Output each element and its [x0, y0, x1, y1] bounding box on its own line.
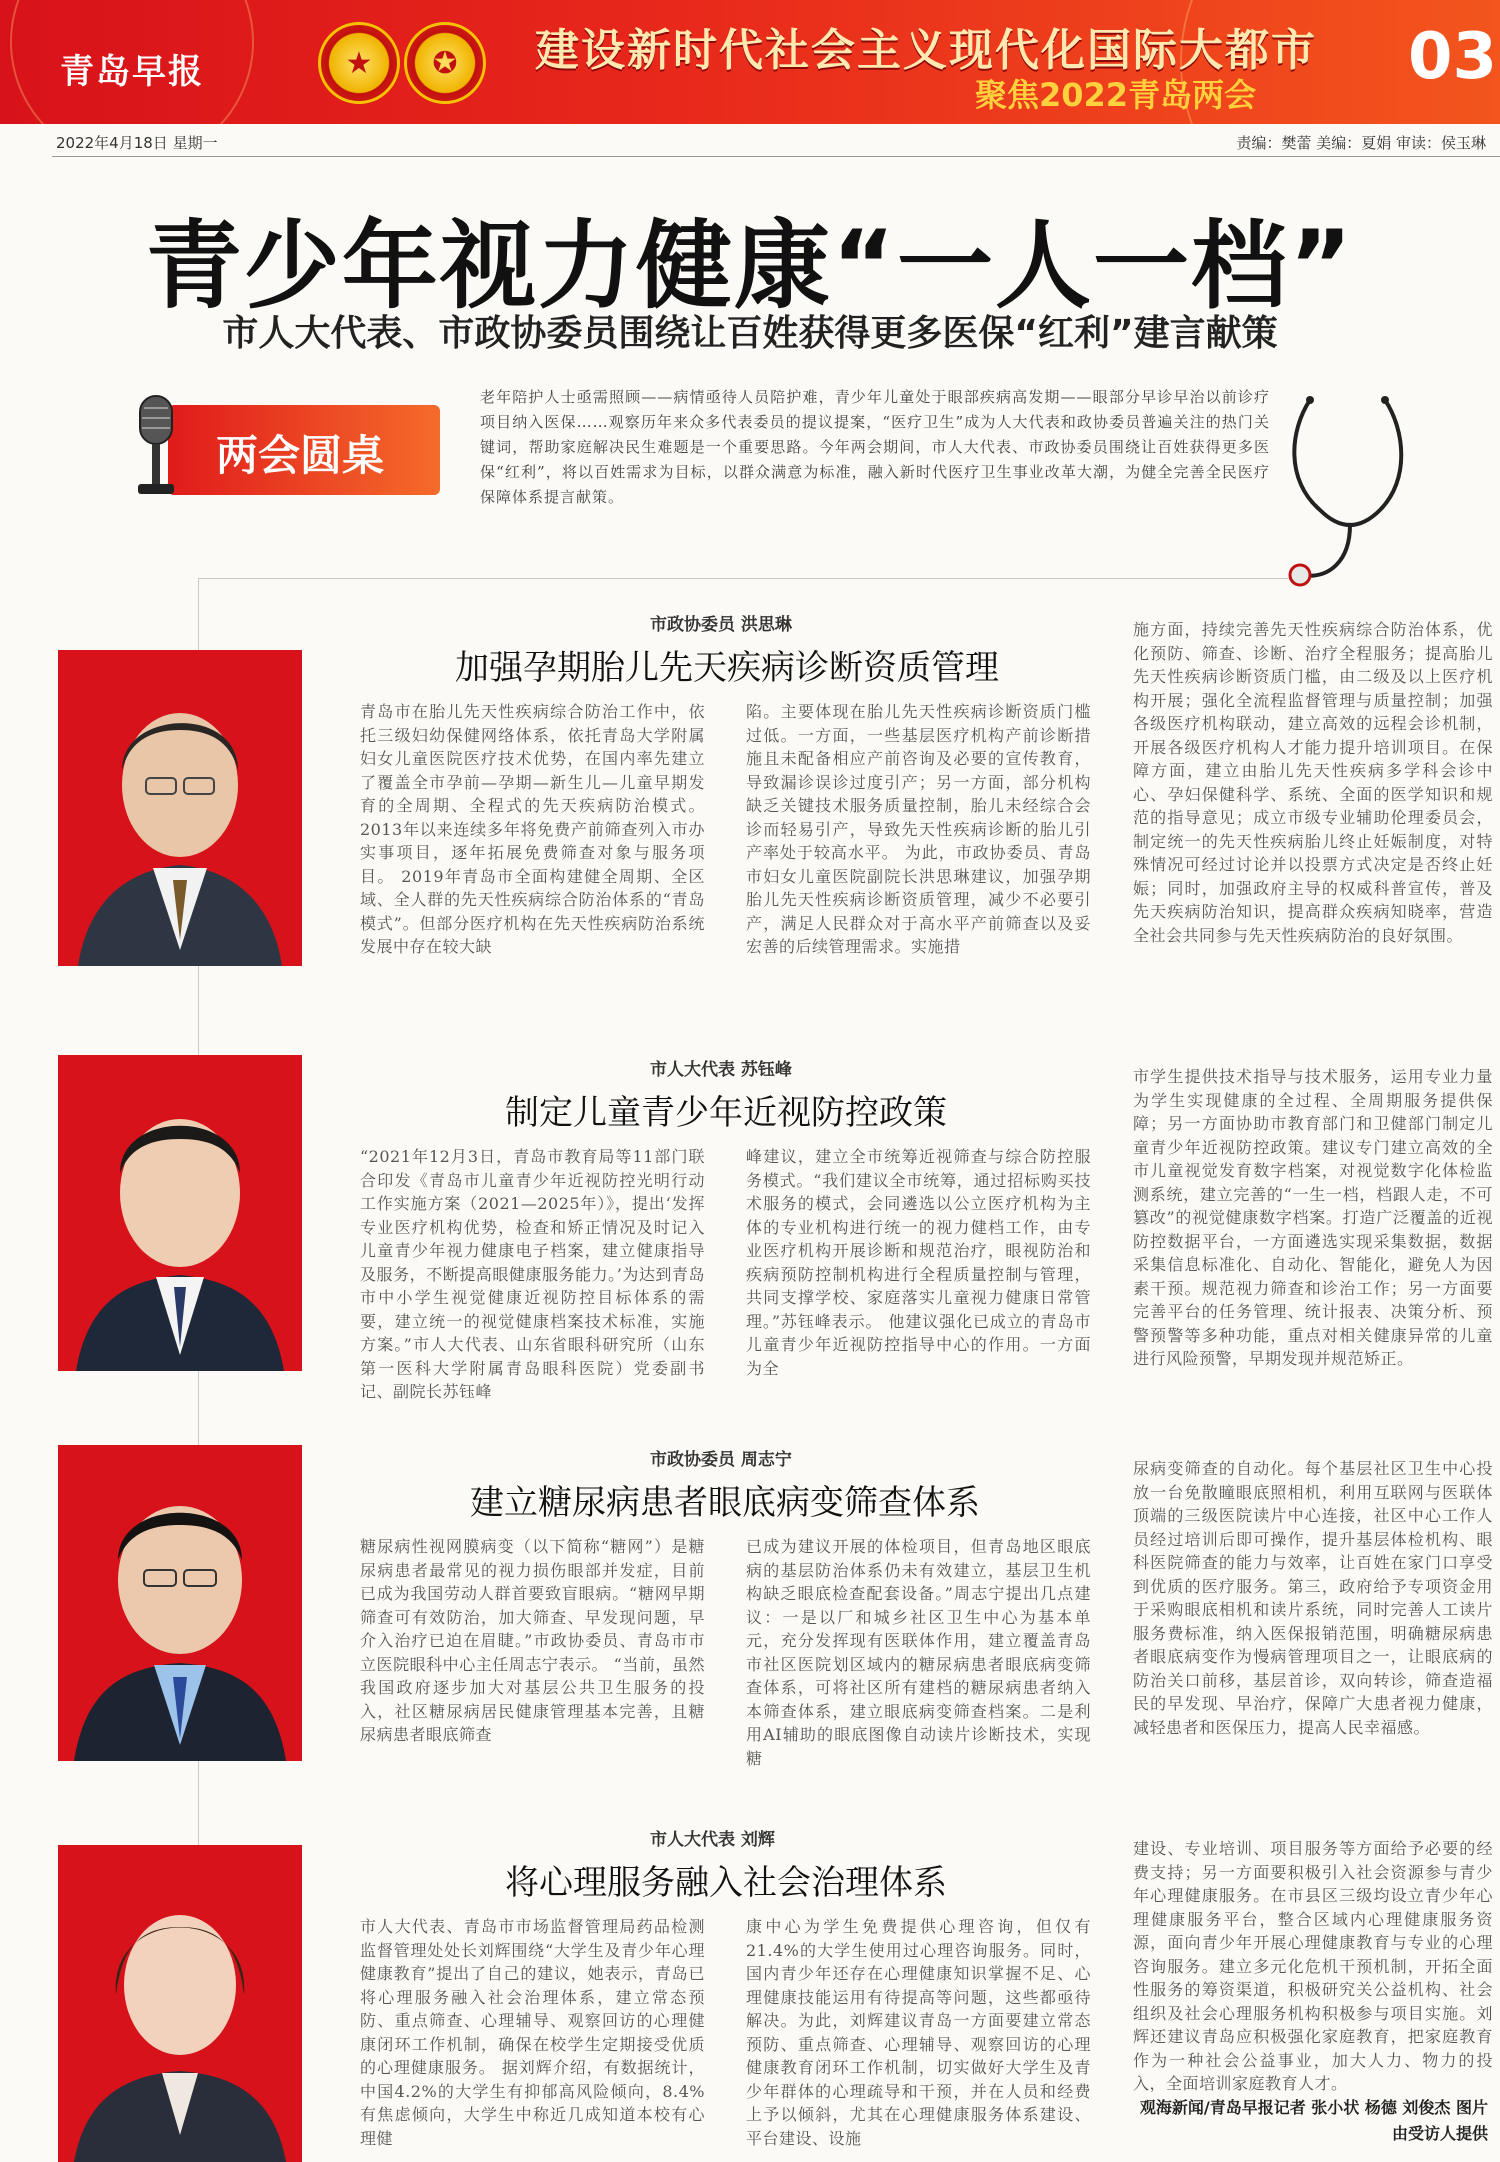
reporter-credit: 观海新闻/青岛早报记者 张小状 杨德 刘俊杰 图片由受访人提供 — [1139, 2098, 1488, 2143]
article-column: 施方面，持续完善先天性疾病综合防治体系，优化预防、筛查、诊断、治疗全程服务；提高胎儿先天性疾病诊断资质门槛，由二级及以上医疗机构开展；强化全流程监督管理与质量控制；加强各级医疗机构联动，建立高效的远程会诊机制，开展各级医疗机构人才能力提升培训项目。在保障方面，建立由胎儿先天性疾病多学科会诊中心、孕妇保健科学、系统、全面的医学知识和规范的指导意见；成立市级专业辅助伦理委员会，制定统一的先天性疾病胎儿终止妊娠制度，对特殊情况可经过讨论并以投票方式决定是否终止妊娠；同时，加强政府主导的权威科普宣传，普及先天疾病防治知识，提高群众疾病知晓率，营造全社会共同参与先天性疾病防治的良好氛围。 — [1133, 620, 1493, 945]
masthead-banner — [0, 0, 1500, 124]
article-column: 市人大代表、青岛市市场监督管理局药品检测监督管理处处长刘辉围绕“大学生及青少年心理健康教育”提出了自己的建议，她表示，青岛已将心理服务融入社会治理体系，建立常态预防、重点筛查、心理辅导、观察回访的心理健康闭环工作机制，确保在校学生定期接受优质的心理健康服务。 据刘辉介绍，有数据统计，中国4.2%的大学生有抑郁高风险倾向，8.4%有焦虑倾向，大学生中称近几成知道本校有心理健 — [360, 1917, 705, 2148]
article-column: 尿病变筛查的自动化。每个基层社区卫生中心投放一台免散瞳眼底照相机，利用互联网与医联体顶端的三级医院读片中心连接，社区中心工作人员经过培训后即可操作，提升基层体检机构、眼科医院筛查的能力与效率，让百姓在家门口享受到优质的医疗服务。第三，政府给予专项资金用于采购眼底相机和读片系统，同时完善人工读片服务费标准，纳入医保报销范围，明确糖尿病患者眼底病变作为慢病管理项目之一，让眼底病的防治关口前移，基层首诊，双向转诊，筛查造福民的早发现、早治疗，保障广大患者视力健康，减轻患者和医保压力，提高人民幸福感。 — [1133, 1459, 1493, 1737]
article-title: 制定儿童青少年近视防控政策 — [505, 1093, 947, 1133]
article-title: 将心理服务融入社会治理体系 — [505, 1863, 947, 1903]
article-column: 建设、专业培训、项目服务等方面给予必要的经费支持；另一方面要积极引入社会资源参与青少年心理健康服务。在市县区三级均设立青少年心理健康服务平台，整合区域内心理健康服务资源，面向青少年开展心理健康教育与专业的心理咨询服务。建立多元化危机干预机制，开拓全面性服务的筹资渠道，积极研究关公益机构、社会组织及社会心理服务机构积极参与项目实施。刘辉还建议青岛应积极强化家庭教育，把家庭教育作为一种社会公益事业，加大人力、物力的投入，全面培训家庭教育人才。 — [1133, 1839, 1493, 2092]
stethoscope-icon — [1270, 390, 1430, 590]
column-tag-label: 两会圆桌 — [216, 431, 385, 480]
dateline: 2022年4月18日 星期一 — [56, 134, 218, 152]
author-role: 市人大代表 刘辉 — [650, 1830, 775, 1850]
page-subheadline: 市人大代表、市政协委员围绕让百姓获得更多医保“红利”建言献策 — [222, 313, 1278, 354]
portrait-photo — [58, 650, 302, 966]
article-2 — [0, 1055, 1500, 1415]
newspaper-logo: 青岛早报 — [60, 52, 204, 92]
article-column: 已成为建议开展的体检项目，但青岛地区眼底病的基层防治体系仍未有效建立，基层卫生机构缺乏眼底检查配套设备。”周志宁提出几点建议：一是以厂和城乡社区卫生中心为基本单元，充分发挥现有医联体作用，建立覆盖青岛市社区医院划区域内的糖尿病患者眼底病变筛查体系，可将社区所有建档的糖尿病患者纳入本筛查体系，建立眼底病变筛查档案。二是利用AI辅助的眼底图像自动读片诊断技术，实现糖 — [746, 1537, 1091, 1768]
article-1 — [0, 610, 1500, 1030]
banner-subtitle: 聚焦2022青岛两会 — [975, 76, 1257, 114]
portrait-photo — [58, 1845, 302, 2162]
article-3 — [0, 1445, 1500, 1795]
author-role: 市政协委员 周志宁 — [650, 1450, 792, 1470]
portrait-photo — [58, 1055, 302, 1371]
article-column: “2021年12月3日，青岛市教育局等11部门联合印发《青岛市儿童青少年近视防控光明行动工作实施方案（2021—2025年）》，提出‘发挥专业医疗机构优势，检查和矫正情况及时记入儿童青少年视力健康电子档案，建立健康指导及服务，不断提高眼健康服务能力。’为达到青岛市中小学生视觉健康近视防控目标体系的需要，建立统一的视觉健康档案技术标准，实施方案。”市人大代表、山东省眼科研究所（山东第一医科大学附属青岛眼科医院）党委副书记、副院长苏钰峰 — [360, 1147, 705, 1401]
microphone-icon — [126, 392, 186, 502]
cppcc-emblem-icon: ✪ — [404, 22, 486, 104]
banner-title: 建设新时代社会主义现代化国际大都市 — [535, 25, 1317, 76]
portrait-photo — [58, 1445, 302, 1761]
editors-credit: 责编：樊蕾 美编：夏娟 审读：侯玉琳 — [1236, 134, 1486, 152]
article-column: 青岛市在胎儿先天性疾病综合防治工作中，依托三级妇幼保健网络体系，依托青岛大学附属妇女儿童医院医疗技术优势，在国内率先建立了覆盖全市孕前—孕期—新生儿—儿童早期发育的全周期、全程式的先天疾病防治模式。2013年以来连续多年将免费产前筛查列入市办实事项目，逐年拓展免费筛查对象与服务项目。 2019年青岛市全面构建健全周期、全区域、全人群的先天性疾病综合防治体系的“青岛模式”。但部分医疗机构在先天性疾病防治系统发展中存在较大缺 — [360, 702, 705, 956]
intro-paragraph: 老年陪护人士亟需照顾——病情亟待人员陪护难，青少年儿童处于眼部疾病高发期——眼部分早诊早治以前诊疗项目纳入医保……观察历年来众多代表委员的提议提案，“医疗卫生”成为人大代表和政协委员普遍关注的热门关键词，帮助家庭解决民生难题是一个重要思路。今年两会期间，市人大代表、市政协委员围绕让百姓获得更多医保“红利”，将以百姓需求为目标，以群众满意为标准，融入新时代医疗卫生事业改革大潮，为健全完善全民医疗保障体系提言献策。 — [480, 388, 1270, 506]
article-column: 市学生提供技术指导与技术服务，运用专业力量为学生实现健康的全过程、全周期服务提供保障；另一方面协助市教育部门和卫健部门制定儿童青少年近视防控政策。建议专门建立高效的全市儿童视觉发育数字档案，对视觉数字化体检监测系统，建立完善的“一生一档，档跟人走，不可篡改”的视觉健康数字档案。打造广泛覆盖的近视防控数据平台，一方面遴选实现采集数据，数据采集信息标准化、自动化、智能化，避免人为因素干预。规范视力筛查和诊治工作；另一方面要完善平台的任务管理、统计报表、决策分析、预警预警等多种功能，重点对相关健康异常的儿童进行风险预警，早期发现并规范矫正。 — [1133, 1067, 1493, 1368]
author-role: 市政协委员 洪思琳 — [650, 615, 792, 635]
national-emblem-icon: ★ — [318, 22, 400, 104]
author-role: 市人大代表 苏钰峰 — [650, 1060, 792, 1080]
column-tag — [168, 405, 440, 495]
article-column: 糖尿病性视网膜病变（以下简称“糖网”）是糖尿病患者最常见的视力损伤眼部并发症，目前已成为我国劳动人群首要致盲眼病。“糖网早期筛查可有效防治，加大筛查、早发现问题，早介入治疗已迫在眉睫。”市政协委员、青岛市市立医院眼科中心主任周志宁表示。 “当前，虽然我国政府逐步加大对基层公共卫生服务的投入，社区糖尿病居民健康管理基本完善，且糖尿病患者眼底筛查 — [360, 1537, 705, 1744]
article-column: 峰建议，建立全市统筹近视筛查与综合防控服务模式。“我们建议全市统筹，通过招标购买技术服务的模式，会同遴选以公立医疗机构为主体的专业机构进行统一的视力健档工作，由专业医疗机构开展诊断和规范治疗，眼视防治和疾病预防控制机构进行全程质量控制与管理，共同支撑学校、家庭落实儿童视力健康日常管理。”苏钰峰表示。 他建议强化已成立的青岛市儿童青少年近视防控指导中心的作用。一方面为全 — [746, 1147, 1091, 1378]
page-headline: 青少年视力健康“一人一档” — [145, 210, 1355, 322]
article-column: 康中心为学生免费提供心理咨询，但仅有21.4%的大学生使用过心理咨询服务。同时，国内青少年还存在心理健康知识掌握不足、心理健康技能运用有待提高等问题，这些都亟待解决。为此，刘辉建议青岛一方面要建立常态预防、重点筛查、心理辅导、观察回访的心理健康教育闭环工作机制，切实做好大学生及青少年群体的心理疏导和干预，并在人员和经费上予以倾斜，尤其在心理健康服务体系建设、平台建设、设施 — [746, 1917, 1091, 2148]
timeline-top — [198, 578, 1288, 579]
article-title: 建立糖尿病患者眼底病变筛查体系 — [470, 1483, 980, 1523]
article-column: 陷。主要体现在胎儿先天性疾病诊断资质门槛过低。一方面，一些基层医疗机构产前诊断措施且未配备相应产前咨询及必要的宣传教育，导致漏诊误诊过度引产；另一方面，部分机构缺乏关键技术服务质量控制，胎儿未经综合会诊而轻易引产，导致先天性疾病诊断的胎儿引产率处于较高水平。 为此，市政协委员、青岛市妇女儿童医院副院长洪思琳建议，加强孕期胎儿先天性疾病诊断资质管理，减少不必要引产，满足人民群众对于高水平产前筛查以及妥宏善的后续管理需求。实施措 — [746, 702, 1091, 956]
header-rule — [52, 156, 1500, 157]
article-title: 加强孕期胎儿先天疾病诊断资质管理 — [455, 648, 999, 688]
page-number: 03 — [1408, 20, 1498, 94]
